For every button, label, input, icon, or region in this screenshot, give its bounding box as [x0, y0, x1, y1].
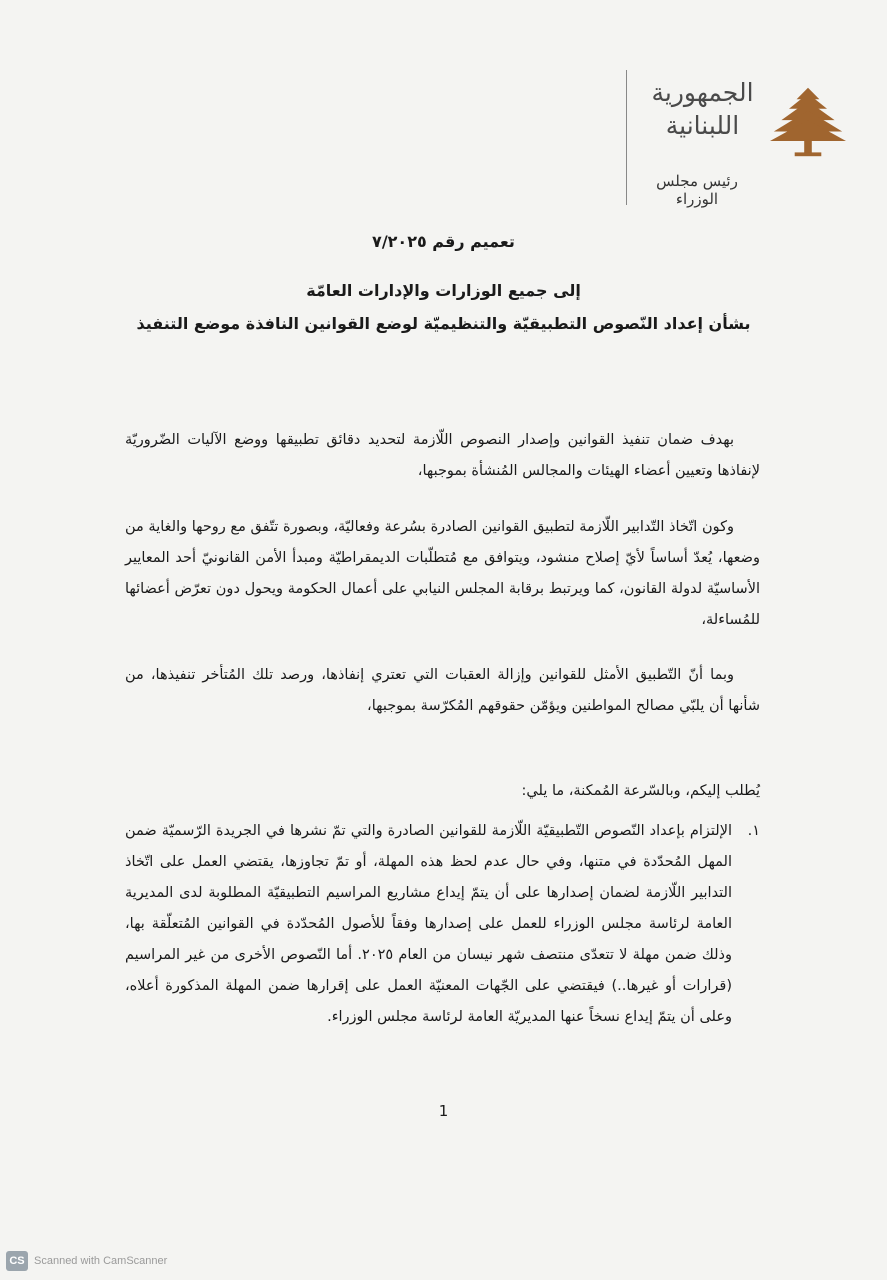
scanner-watermark: [6, 1250, 167, 1272]
item-number: ١.: [747, 823, 760, 839]
republic-name: [650, 76, 755, 146]
paragraph-1: بهدف ضمان تنفيذ القوانين وإصدار النصوص اللّازمة لتحديد دقائق تطبيقها ووضع الآليات الضّروريّة لإنفاذها وتعيين أعضاء الهيئات والمجالس المُنشأة بموجبها،: [125, 432, 760, 479]
page-number: 1: [438, 1102, 449, 1120]
scanner-text: Scanned with CamScanner: [34, 1255, 168, 1267]
letterhead: [617, 70, 847, 210]
circular-addressee: إلى جميع الوزارات والإدارات العامّة: [306, 281, 581, 300]
circular-subject: بشأن إعداد النّصوص التطبيقيّة والتنظيميّة لوضع القوانين النافذة موضع التنفيذ: [136, 314, 751, 333]
cedar-icon: [769, 84, 847, 160]
list-item: [125, 816, 760, 1033]
crest-line-2: اللبنانية: [665, 111, 740, 140]
camscanner-logo-icon: CS: [6, 1251, 28, 1271]
header-divider: [626, 70, 627, 205]
paragraph-2: وكون اتّخاذ التّدابير اللّازمة لتطبيق القوانين الصادرة بسُرعة وفعاليّة، وبصورة تتّفق مع روحها والغاية من وضعها، يُعدّ أساساً لأيّ إصلاح منشود، ويتوافق مع مُتطلّبات الديمقراطيّة ومبدأ الأمن القانونيّ أحد المعايير الأساسيّة لدولة القانون، كما ويرتبط برقابة المجلس النيابي على أعمال الحكومة ويحول دون تعرّض أعضائها للمُساءلة،: [125, 519, 760, 628]
circular-number: تعميم رقم ٧/٢٠٢٥: [372, 232, 515, 251]
pm-title: رئيس مجلس الوزراء: [656, 172, 738, 208]
request-line: يُطلب إليكم، وبالسّرعة المُمكنة، ما يلي:: [521, 783, 760, 799]
paragraph-3: وبما أنّ التّطبيق الأمثل للقوانين وإزالة العقبات التي تعتري إنفاذها، ورصد تلك المُتأخر تنفيذها، من شأنها أن يلبّي مصالح المواطنين ويؤمّن حقوقهم المُكرّسة بموجبها،: [125, 667, 760, 714]
crest-line-1: الجمهورية: [651, 78, 754, 107]
item-text: الإلتزام بإعداد النّصوص التّطبيقيّة اللّازمة للقوانين الصادرة والتي تمّ نشرها في الجريدة الرّسميّة ضمن المهل المُحدّدة في متنها، وفي حال عدم لحظ هذه المهلة، أو تمّ تجاوزها، يقتضي العمل على اتّخاذ التدابير اللّازمة لضمان إصدارها على أن يتمّ إيداع مشاريع المراسيم التطبيقيّة المطلوبة لدى المديرية العامة لرئاسة مجلس الوزراء للعمل على إصدارها وفقاً للأصول المُحدّدة في القوانين المُتعلّقة بها، وذلك ضمن مهلة لا تتعدّى منتصف شهر نيسان من العام ٢٠٢٥. أما النّصوص الأخرى من غير المراسيم (قرارات أو غيرها..) فيقتضي على الجّهات المعنيّة العمل على إقرارها ضمن المهلة المذكورة أعلاه، وعلى أن يتمّ إيداع نسخاً عنها المديريّة العامة لرئاسة مجلس الوزراء.: [125, 823, 732, 1025]
